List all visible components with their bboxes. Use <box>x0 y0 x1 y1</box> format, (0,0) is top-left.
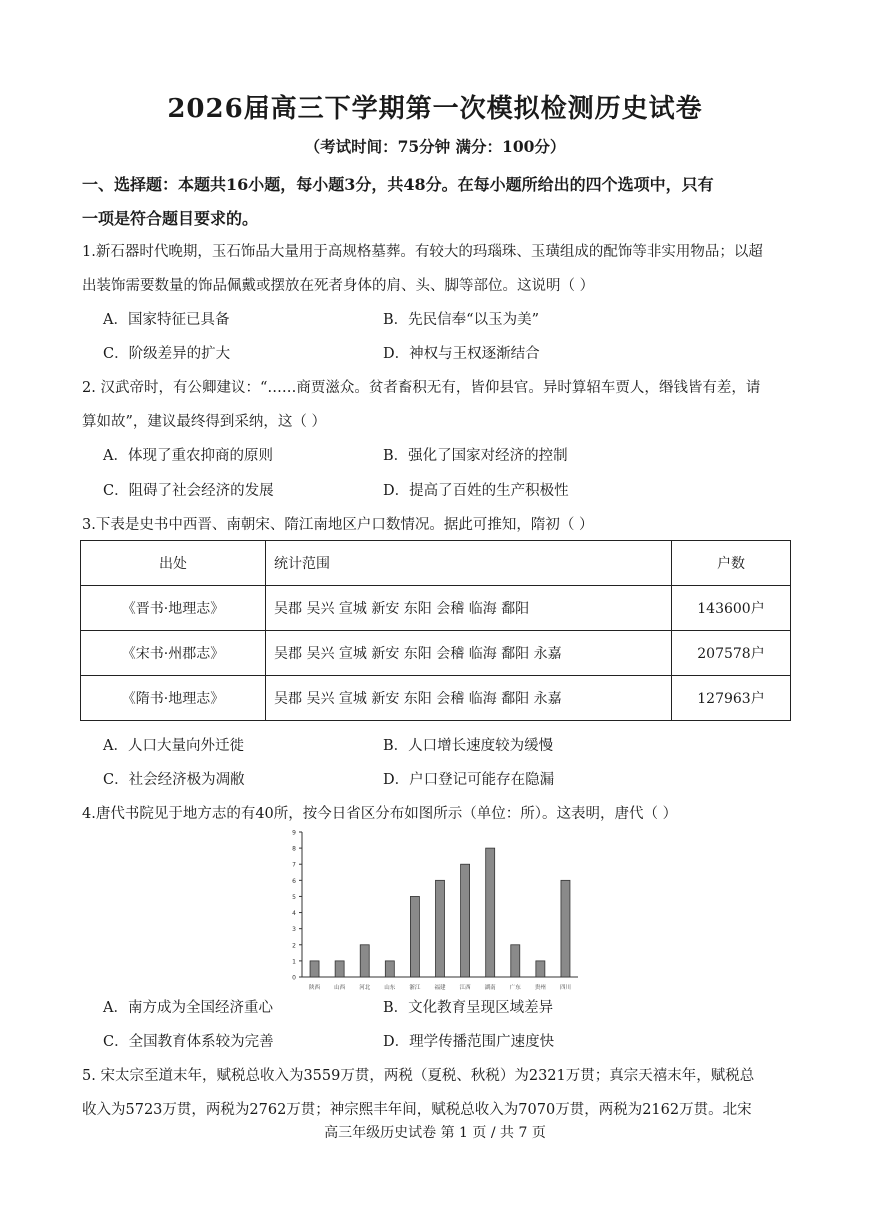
y-tick-label: 5 <box>292 893 296 901</box>
table-cell-scope: 吴郡 吴兴 宣城 新安 东阳 会稽 临海 鄱阳 <box>266 586 672 631</box>
x-tick-label: 湖南 <box>484 985 496 991</box>
table-cell-households: 207578户 <box>672 631 791 676</box>
y-tick-label: 0 <box>292 974 296 982</box>
table-row <box>81 586 791 631</box>
q1-stem-line2: 出装饰需要数量的饰品佩戴或摆放在死者身体的肩、头、脚等部位。这说明（ ） <box>82 278 595 294</box>
x-tick-label: 山西 <box>334 985 346 991</box>
q4-option-c[interactable]: C．全国教育体系较为完善 <box>103 1034 274 1050</box>
table-header-scope: 统计范围 <box>266 541 672 586</box>
q5-stem-line2: 收入为5723万贯，两税为2762万贯；神宗熙丰年间，赋税总收入为7070万贯，两税为2162万贯。北宋 <box>82 1102 752 1118</box>
exam-title: 2026届高三下学期第一次模拟检测历史试卷 <box>167 94 703 124</box>
chart-bar <box>310 961 319 977</box>
table-cell-source: 《晋书·地理志》 <box>81 586 266 631</box>
table-cell-source: 《隋书·地理志》 <box>81 676 266 721</box>
x-tick-label: 广东 <box>509 985 521 991</box>
household-table <box>80 540 791 721</box>
chart-bar <box>536 961 545 977</box>
table-cell-households: 127963户 <box>672 676 791 721</box>
table-header-source: 出处 <box>81 541 266 586</box>
q2-stem-line2: 算如故”，建议最终得到采纳，这（ ） <box>82 414 327 430</box>
y-tick-label: 9 <box>292 829 296 837</box>
chart-bar <box>410 896 419 977</box>
x-tick-label: 福建 <box>434 985 446 991</box>
q1-option-c[interactable]: C．阶级差异的扩大 <box>103 346 231 362</box>
chart-bar <box>486 848 495 977</box>
y-tick-label: 3 <box>292 926 296 934</box>
chart-bar <box>360 945 369 977</box>
chart-bar <box>561 880 570 977</box>
q1-option-d[interactable]: D．神权与王权逐渐结合 <box>383 346 540 362</box>
q2-option-d[interactable]: D．提高了百姓的生产积极性 <box>383 483 569 499</box>
table-row <box>81 676 791 721</box>
q1-stem-line1: 1.新石器时代晚期，玉石饰品大量用于高规格墓葬。有较大的玛瑙珠、玉璜组成的配饰等非实用物品；以超 <box>82 244 763 260</box>
chart-bar <box>385 961 394 977</box>
page-footer: 高三年级历史试卷 第 1 页 / 共 7 页 <box>324 1125 546 1141</box>
x-tick-label: 贵州 <box>534 985 546 991</box>
y-tick-label: 8 <box>292 845 296 853</box>
q3-option-b[interactable]: B．人口增长速度较为缓慢 <box>383 738 554 754</box>
y-tick-label: 4 <box>292 910 296 918</box>
table-header-row <box>81 541 791 586</box>
q5-stem-line1: 5. 宋太宗至道末年，赋税总收入为3559万贯，两税（夏税、秋税）为2321万贯；真宗天禧末年，赋税总 <box>82 1068 755 1084</box>
x-tick-label: 山东 <box>384 985 396 991</box>
q4-stem-line1: 4.唐代书院见于地方志的有40所，按今日省区分布如图所示（单位：所）。这表明，唐代（ ） <box>82 806 678 822</box>
y-tick-label: 7 <box>292 861 296 869</box>
y-tick-label: 6 <box>292 877 296 885</box>
q2-option-a[interactable]: A．体现了重农抑商的原则 <box>103 448 273 464</box>
section-instructions-line1: 一、选择题：本题共16小题，每小题3分，共48分。在每小题所给出的四个选项中，只有 <box>82 175 714 194</box>
table-cell-scope: 吴郡 吴兴 宣城 新安 东阳 会稽 临海 鄱阳 永嘉 <box>266 676 672 721</box>
x-tick-label: 江西 <box>459 985 471 991</box>
x-tick-label: 四川 <box>559 985 571 991</box>
q4-option-a[interactable]: A．南方成为全国经济重心 <box>103 1000 273 1016</box>
q3-stem-line1: 3.下表是史书中西晋、南朝宋、隋江南地区户口数情况。据此可推知，隋初（ ） <box>82 517 594 533</box>
q3-option-d[interactable]: D．户口登记可能存在隐漏 <box>383 772 555 788</box>
q1-option-b[interactable]: B．先民信奉“以玉为美” <box>383 312 539 328</box>
exam-subtitle: （考试时间：75分钟 满分：100分） <box>304 137 566 156</box>
y-tick-label: 2 <box>292 942 296 950</box>
table-header-households: 户数 <box>672 541 791 586</box>
q3-option-a[interactable]: A．人口大量向外迁徙 <box>103 738 244 754</box>
chart-bar <box>511 945 520 977</box>
q2-option-b[interactable]: B．强化了国家对经济的控制 <box>383 448 568 464</box>
table-cell-households: 143600户 <box>672 586 791 631</box>
chart-bar <box>335 961 344 977</box>
chart-bar <box>461 864 470 977</box>
q2-option-c[interactable]: C．阻碍了社会经济的发展 <box>103 483 274 499</box>
table-row <box>81 631 791 676</box>
chart-bar <box>436 880 445 977</box>
q4-option-d[interactable]: D．理学传播范围广速度快 <box>383 1034 555 1050</box>
x-tick-label: 陕西 <box>309 985 321 991</box>
q4-option-b[interactable]: B．文化教育呈现区域差异 <box>383 1000 554 1016</box>
table-cell-scope: 吴郡 吴兴 宣城 新安 东阳 会稽 临海 鄱阳 永嘉 <box>266 631 672 676</box>
q2-stem-line1: 2. 汉武帝时，有公卿建议：“……商贾滋众。贫者畜积无有，皆仰县官。异时算轺车贾人，缗钱皆有差，请 <box>82 380 761 396</box>
academy-distribution-chart <box>280 826 590 996</box>
table-cell-source: 《宋书·州郡志》 <box>81 631 266 676</box>
q3-option-c[interactable]: C．社会经济极为凋敝 <box>103 772 245 788</box>
section-instructions-line2: 一项是符合题目要求的。 <box>82 209 259 228</box>
x-tick-label: 浙江 <box>409 985 421 991</box>
q1-option-a[interactable]: A．国家特征已具备 <box>103 312 230 328</box>
x-tick-label: 河北 <box>359 985 371 991</box>
y-tick-label: 1 <box>292 958 296 966</box>
